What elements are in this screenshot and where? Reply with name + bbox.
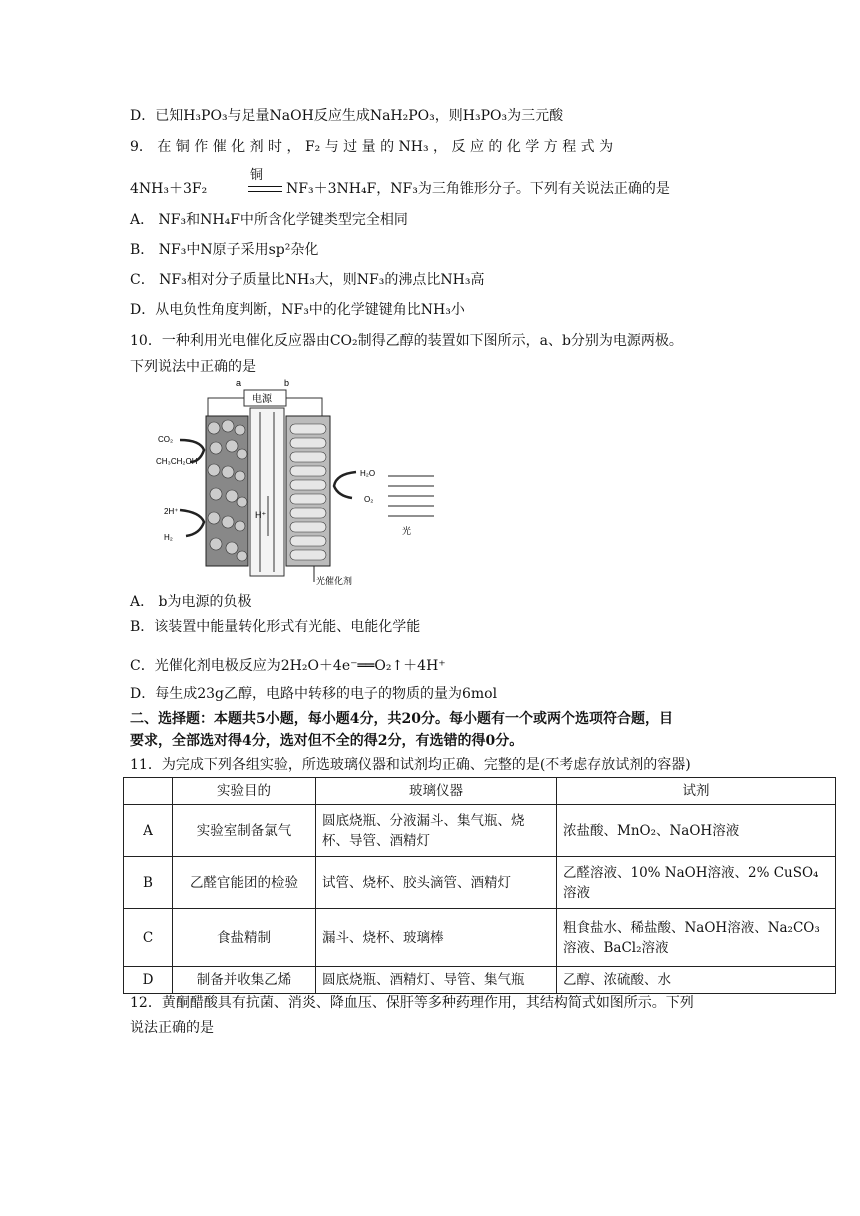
q10-option-d: D．每生成23g乙醇，电路中转移的电子的物质的量为6mol [130,686,498,702]
equals-sign [248,186,282,192]
header-cell: 玻璃仪器 [316,778,557,805]
q9-equation [130,164,730,204]
reagent-cell: 乙醇、浓硫酸、水 [557,967,836,994]
reagent-cell: 浓盐酸、MnO₂、NaOH溶液 [557,805,836,857]
q10-option-c: C．光催化剂电极反应为2H₂O＋4e⁻══O₂↑＋4H⁺ [130,658,446,674]
q9-option-a: A． NF₃和NH₄F中所含化学键类型完全相同 [130,212,408,228]
glass-cell: 圆底烧瓶、分液漏斗、集气瓶、烧杯、导管、酒精灯 [316,805,557,857]
catalyst-label: 铜 [250,168,264,183]
q12-stem: 12．黄酮醋酸具有抗菌、消炎、降血压、保肝等多种药理作用，其结构简式如图所示。下列 [130,995,694,1011]
fig-catalyst: 光催化剂 [316,577,353,587]
table-row [124,967,836,994]
q10-stem: 10．一种利用光电催化反应器由CO₂制得乙醇的装置如下图所示，a、b分别为电源两极。 [130,333,683,349]
fig-co2: CO₂ [158,435,174,444]
q11-table [123,777,836,994]
fig-label-a: a [236,378,242,388]
h2-arrow [180,510,204,536]
q11-stem: 11．为完成下列各组实验，所选玻璃仪器和试剂均正确、完整的是(不考虑存放试剂的容器) [130,757,691,773]
photoelectric-cell-figure [156,376,448,588]
fig-h2o: H₂O [360,469,376,478]
fig-h2: H₂ [164,533,173,542]
row-label: C [124,909,173,967]
purpose-cell: 食盐精制 [173,909,316,967]
table-header-row [124,778,836,805]
header-cell [124,778,173,805]
h2o-arrow [334,472,356,498]
q12-stem-2: 说法正确的是 [130,1020,214,1036]
q9-option-b: B． NF₃中N原子采用sp²杂化 [130,242,319,258]
wire-right [286,398,322,416]
equation-right: NF₃＋3NH₄F，NF₃为三角锥形分子。下列有关说法正确的是 [286,181,670,197]
row-label: A [124,805,173,857]
purpose-cell: 制备并收集乙烯 [173,967,316,994]
reagent-cell: 乙醛溶液、10% NaOH溶液、2% CuSO₄溶液 [557,857,836,909]
header-cell: 实验目的 [173,778,316,805]
table-row [124,857,836,909]
row-label: D [124,967,173,994]
q10-stem-2: 下列说法中正确的是 [130,359,256,375]
reagent-cell: 粗食盐水、稀盐酸、NaOH溶液、Na₂CO₃溶液、BaCl₂溶液 [557,909,836,967]
header-cell: 试剂 [557,778,836,805]
fig-label-b: b [284,378,290,388]
fig-power-label: 电源 [252,394,272,405]
glass-cell: 试管、烧杯、胶头滴管、酒精灯 [316,857,557,909]
fig-h-plus: H⁺ [255,510,267,520]
fig-light: 光 [402,527,412,537]
q9-option-d: D．从电负性角度判断，NF₃中的化学键键角比NH₃小 [130,302,465,318]
glass-cell: 漏斗、烧杯、玻璃棒 [316,909,557,967]
glass-cell: 圆底烧瓶、酒精灯、导管、集气瓶 [316,967,557,994]
purpose-cell: 乙醛官能团的检验 [173,857,316,909]
fig-ethanol: CH₃CH₂OH [156,457,198,466]
table-row [124,909,836,967]
section2-heading: 二、选择题：本题共5小题，每小题4分，共20分。每小题有一个或两个选项符合题，目 [130,711,673,727]
q10-option-a: A． b为电源的负极 [130,594,252,610]
q8-option-d: D．已知H₃PO₃与足量NaOH反应生成NaH₂PO₃，则H₃PO₃为三元酸 [130,108,564,124]
row-label: B [124,857,173,909]
purpose-cell: 实验室制备氯气 [173,805,316,857]
light-arrows [388,476,434,516]
membrane [250,408,284,576]
wire-left [208,398,244,416]
q9-option-c: C． NF₃相对分子质量比NH₃大，则NF₃的沸点比NH₃高 [130,272,485,288]
section2-heading-2: 要求，全部选对得4分，选对但不全的得2分，有选错的得0分。 [130,733,524,749]
fig-2h-plus: 2H⁺ [164,507,179,516]
fig-o2: O₂ [364,495,374,504]
equation-left: 4NH₃＋3F₂ [130,181,208,197]
q9-stem: 9． 在 铜 作 催 化 剂 时 ， F₂ 与 过 量 的 NH₃ ， 反 应 的 化 学 方 程 式 为 [130,139,614,155]
q10-option-b: B．该装置中能量转化形式有光能、电能化学能 [130,619,421,635]
table-row [124,805,836,857]
